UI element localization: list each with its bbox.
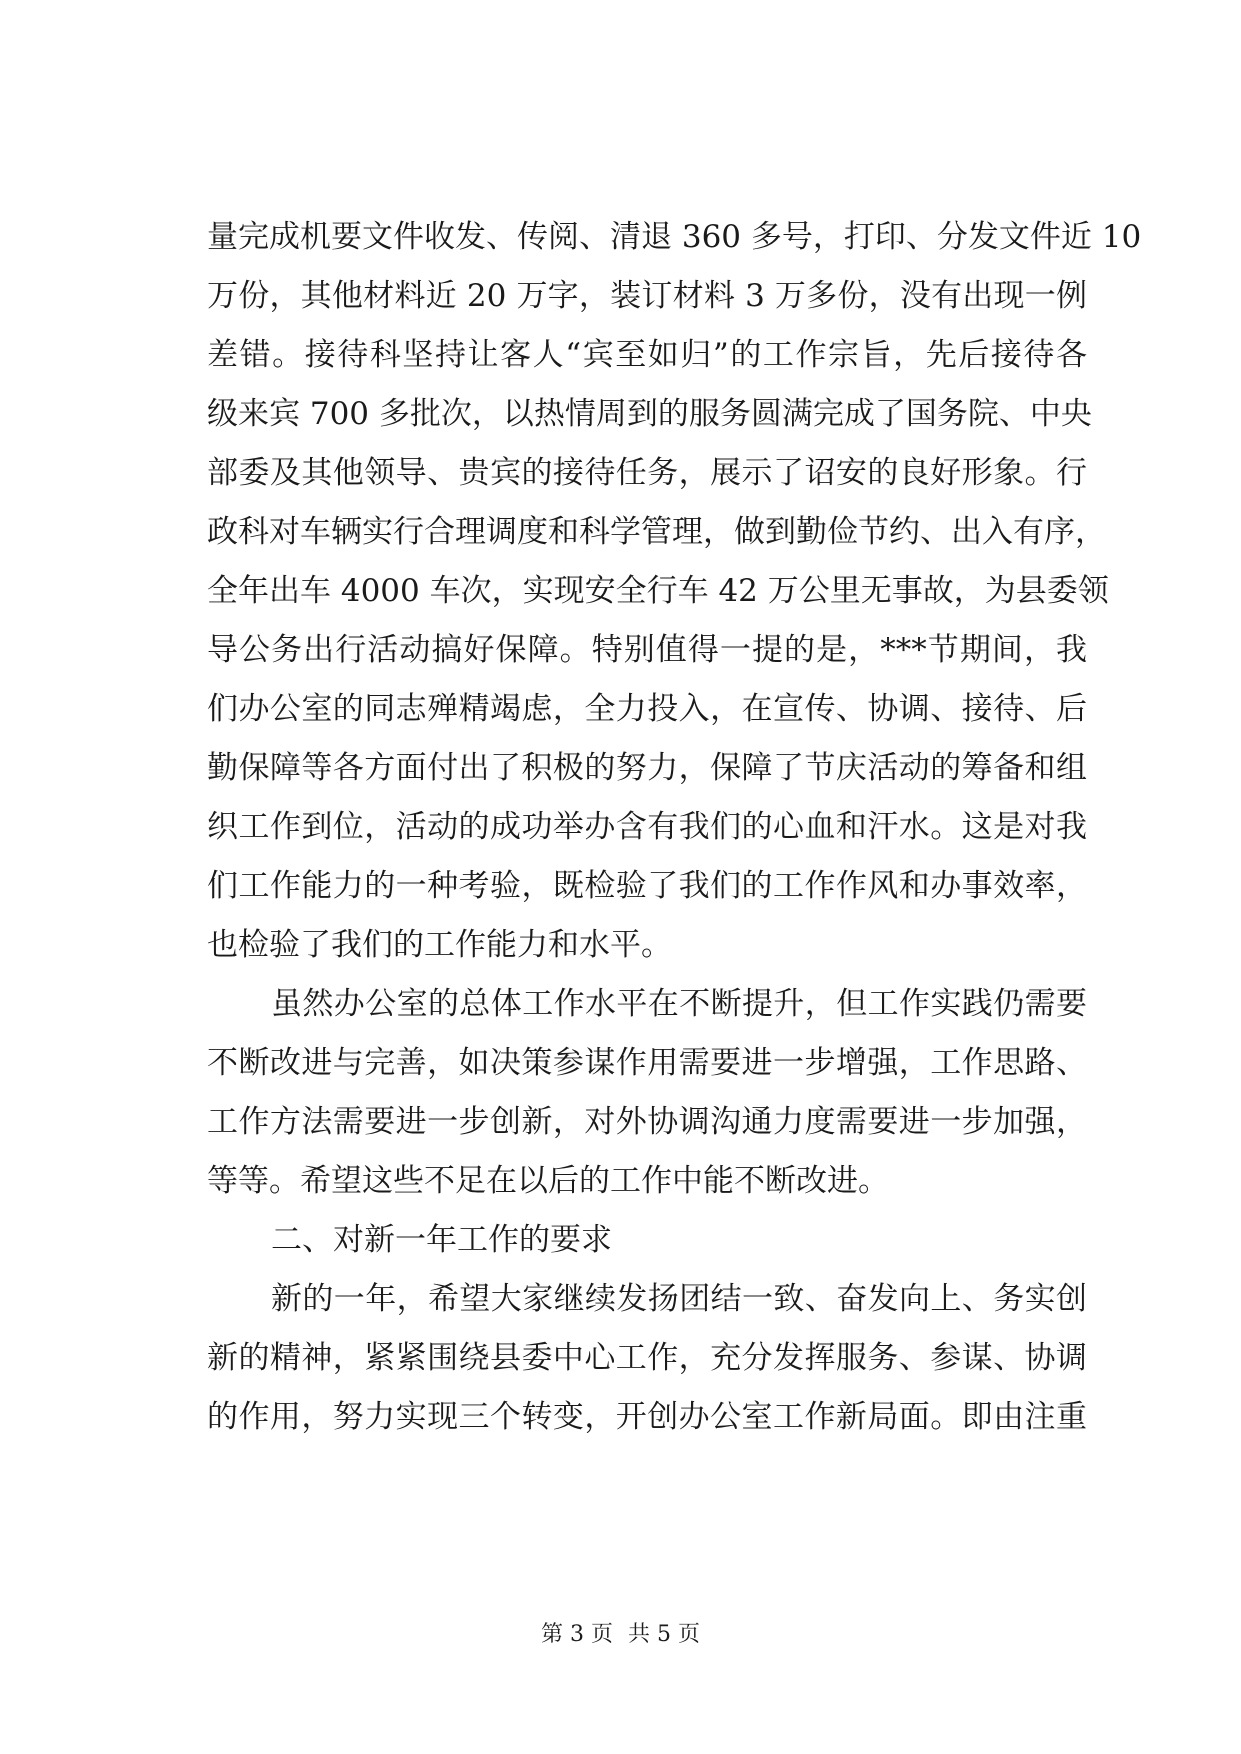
body-text <box>207 208 1142 1447</box>
text-line: 差错。接待科坚持让客人“宾至如归”的工作宗旨，先后接待各 <box>207 337 1087 373</box>
text-line: 也检验了我们的工作能力和水平。 <box>207 927 672 963</box>
page-footer <box>0 1620 1241 1650</box>
section-heading: 二、对新一年工作的要求 <box>271 1222 612 1258</box>
text-line: 量完成机要文件收发、传阅、清退 360 多号，打印、分发文件近 10 <box>207 219 1142 255</box>
text-line: 级来宾 700 多批次，以热情周到的服务圆满完成了国务院、中央 <box>207 396 1092 432</box>
text-line: 勤保障等各方面付出了积极的努力，保障了节庆活动的筹备和组 <box>207 750 1087 786</box>
text-line: 新的精神，紧紧围绕县委中心工作，充分发挥服务、参谋、协调 <box>207 1340 1087 1376</box>
text-line: 织工作到位，活动的成功举办含有我们的心血和汗水。这是对我 <box>207 809 1087 845</box>
text-line: 导公务出行活动搞好保障。特别值得一提的是，***节期间，我 <box>207 632 1087 668</box>
page-total: 共 5 页 <box>628 1622 700 1647</box>
text-line: 万份，其他材料近 20 万字，装订材料 3 万多份，没有出现一例 <box>207 278 1087 314</box>
text-line: 政科对车辆实行合理调度和科学管理，做到勤俭节约、出入有序， <box>207 514 1106 550</box>
text-line: 不断改进与完善，如决策参谋作用需要进一步增强，工作思路、 <box>207 1045 1087 1081</box>
paragraph-start-line: 虽然办公室的总体工作水平在不断提升，但工作实践仍需要 <box>271 986 1087 1022</box>
text-line: 全年出车 4000 车次，实现安全行车 42 万公里无事故，为县委领 <box>207 573 1109 609</box>
text-line: 的作用，努力实现三个转变，开创办公室工作新局面。即由注重 <box>207 1399 1087 1435</box>
page-number: 第 3 页 <box>541 1622 613 1647</box>
paragraph-start-line: 新的一年，希望大家继续发扬团结一致、奋发向上、务实创 <box>271 1281 1087 1317</box>
text-line: 等等。希望这些不足在以后的工作中能不断改进。 <box>207 1163 889 1199</box>
text-line: 部委及其他领导、贵宾的接待任务，展示了诏安的良好形象。行 <box>207 455 1087 491</box>
text-line: 们办公室的同志殚精竭虑，全力投入，在宣传、协调、接待、后 <box>207 691 1087 727</box>
text-line: 们工作能力的一种考验，既检验了我们的工作作风和办事效率， <box>207 868 1087 904</box>
text-line: 工作方法需要进一步创新，对外协调沟通力度需要进一步加强， <box>207 1104 1087 1140</box>
